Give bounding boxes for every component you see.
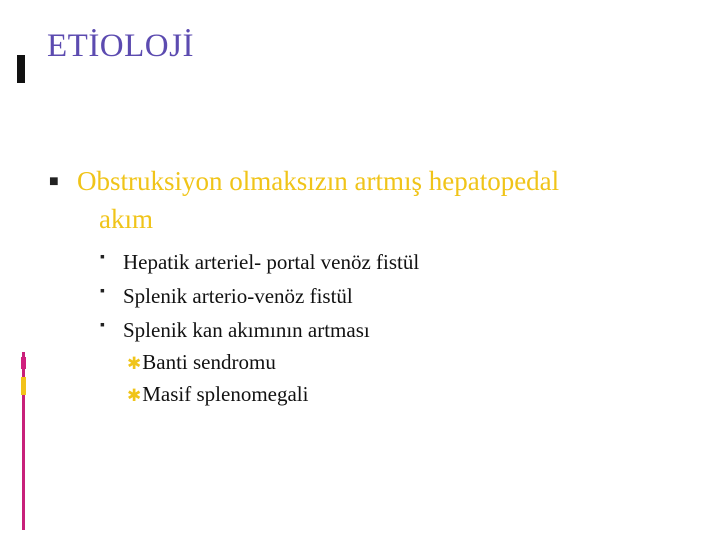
sub-sub-bullet	[127, 382, 308, 407]
dot-bullet-icon: ▪	[100, 318, 105, 333]
sub-bullet	[100, 250, 419, 275]
slide-title: ETİOLOJİ	[47, 28, 194, 64]
sub-bullet-text: Splenik arterio-venöz fistül	[123, 284, 353, 308]
main-bullet	[49, 162, 655, 238]
dot-bullet-icon: ▪	[100, 250, 105, 265]
sub-sub-bullet	[127, 350, 276, 375]
side-accent-yellow-block	[21, 377, 26, 395]
dot-bullet-icon: ▪	[100, 284, 105, 299]
asterisk-bullet-icon: ✱	[127, 386, 142, 405]
title-accent-bar	[17, 55, 25, 83]
side-accent-pink-block	[21, 357, 26, 369]
square-bullet-icon: ■	[49, 173, 59, 190]
main-bullet-line1: Obstruksiyon olmaksızın artmış hepatopedal	[77, 166, 560, 196]
sub-bullet	[100, 318, 370, 343]
sub-bullet-text: Splenik kan akımının artması	[123, 318, 370, 342]
asterisk-bullet-icon: ✱	[127, 354, 142, 373]
sub-bullet	[100, 284, 353, 309]
sub-sub-bullet-text: Banti sendromu	[142, 350, 276, 374]
main-bullet-line2: akım	[99, 204, 153, 234]
sub-sub-bullet-text: Masif splenomegali	[142, 382, 309, 406]
sub-bullet-text: Hepatik arteriel- portal venöz fistül	[123, 250, 420, 274]
